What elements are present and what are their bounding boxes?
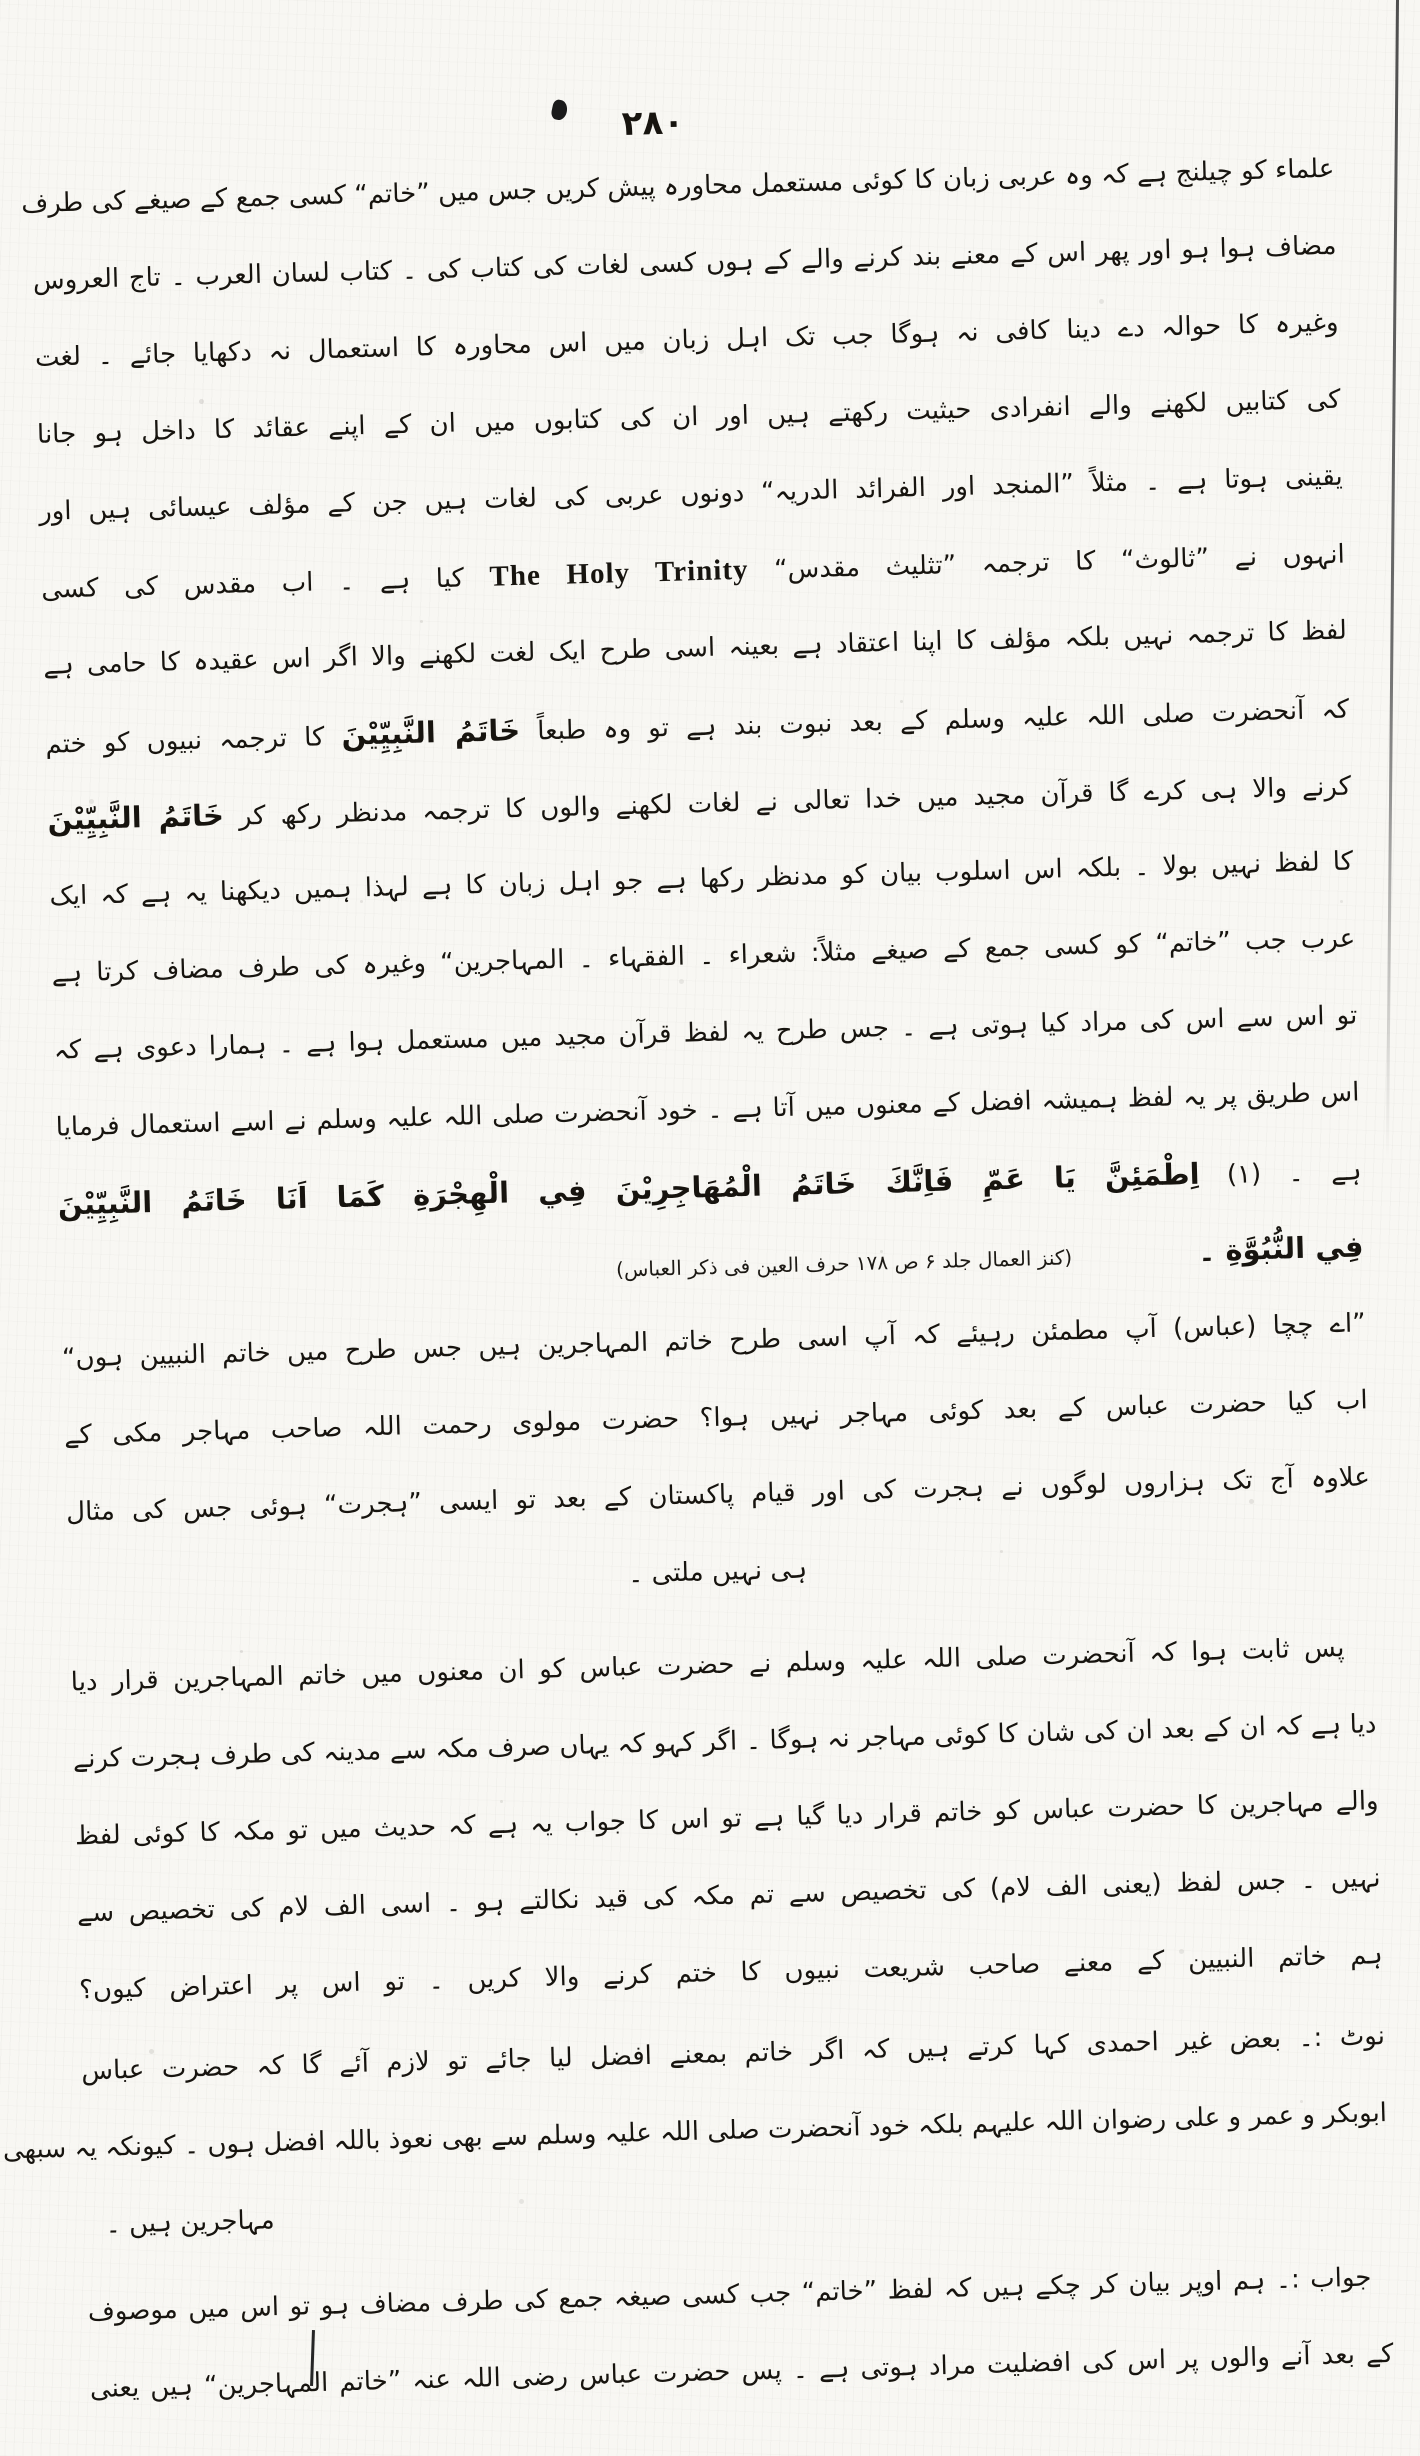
urdu-text: ہی نہیں ملتی ۔: [627, 1554, 808, 1590]
urdu-text: پس ثابت ہوا کہ آنحضرت صلی اللہ علیہ وسلم نے حضرت عباس کو ان معنوں میں خاتم المہاجرین قرار دیا: [70, 1633, 1345, 1698]
urdu-text: علماء کو چیلنج ہے کہ وہ عربی زبان کا کوئی مستعمل محاورہ پیش کریں جس میں ”خاتم“ کسی جمع کے صیغے کی طرف: [20, 153, 1335, 220]
urdu-text: ابوبکر و عمر و علی رضوان اللہ علیہم بلکہ خود آنحضرت صلی اللہ علیہ وسلم سے بھی نعوذ باللہ افضل ہوں ۔ کیونکہ یہ سبھی: [2, 2098, 1388, 2166]
urdu-text: یقینی ہوتا ہے ۔ مثلاً ”المنجد اور الفرائد الدریہ“ دونوں عربی کی لغات ہیں جن کے مؤلف عیسائی ہیں اور: [38, 461, 1344, 527]
urdu-text: کہ آنحضرت صلی اللہ علیہ وسلم کے بعد نبوت بند ہے تو وہ طبعاً: [536, 694, 1350, 747]
urdu-text: نوٹ :۔ بعض غیر احمدی کہا کرتے ہیں کہ اگر خاتم بمعنے افضل لیا جائے تو لازم آئے گا کہ حضرت عباس: [80, 2021, 1386, 2087]
urdu-text: کے بعد آنے والوں پر اس کی افضلیت مراد ہوتی ہے ۔ پس حضرت عباس رضی اللہ عنہ ”خاتم المہاجرین“ ہیں یعنی: [89, 2338, 1394, 2405]
urdu-text: ہم خاتم النبیین کے معنے صاحب شریعت نبیوں کا ختم کرنے والا کریں ۔ تو اس پر اعتراض کیوں؟: [78, 1940, 1384, 2006]
urdu-text: کی کتابیں لکھنے والے انفرادی حیثیت رکھتے ہیں اور ان کی کتابوں میں ان کے اپنے عقائد کا داخل ہو جانا: [36, 384, 1341, 450]
urdu-text: اس طریق پر یہ لفظ ہمیشہ افضل کے معنوں میں آتا ہے ۔ خود آنحضرت صلی اللہ علیہ وسلم نے اسے استعمال فرمایا: [55, 1077, 1360, 1143]
para-note: [2, 1998, 1390, 2264]
english-phrase: The Holy Trinity: [489, 553, 749, 593]
urdu-text: کا ترجمہ نبیوں کو ختم: [45, 722, 325, 760]
page-number: ۲۸۰: [621, 102, 685, 144]
urdu-text: تو اس سے اس کی مراد کیا ہوتی ہے ۔ جس طرح یہ لفظ قرآن مجید میں مستعمل ہوا ہے ۔ ہمارا دعوی ہے کہ: [53, 1000, 1358, 1066]
urdu-text: کا لفظ نہیں بولا ۔ بلکہ اس اسلوب بیان کو مدنظر رکھا ہے جو اہل زبان کا ہے لہذا ہمیں دیکھنا یہ ہے کہ ایک: [49, 846, 1354, 912]
arabic-phrase: اِطْمَئِنَّ يَا عَمِّ فَاِنَّكَ خَاتَمُ الْمُهَاجِرِيْنَ فِي الْهِجْرَةِ كَمَا اَنَا خَاتَمُ النَّبِيِّيْنَ: [57, 1156, 1200, 1222]
urdu-text: کیا ہے ۔ اب مقدس کی کسی: [40, 563, 465, 605]
spacer: [60, 1280, 490, 1292]
urdu-text: دیا ہے کہ ان کے بعد ان کی شان کا کوئی مہاجر نہ ہوگا ۔ اگر کہو کہ یہاں صرف مکہ سے مدینہ کی طرف ہجرت کرنے: [72, 1709, 1377, 1775]
urdu-text: علاوہ آج تک ہزاروں لوگوں نے ہجرت کی اور قیام پاکستان کے بعد تو ایسی ”ہجرت“ ہوئی جس کی مثال: [65, 1462, 1371, 1528]
urdu-text: وغیرہ کا حوالہ دے دینا کافی نہ ہوگا جب تک اہل زبان میں اس محاورہ کا استعمال نہ دکھایا جائے ۔ لغت: [34, 307, 1339, 373]
arabic-phrase: خَاتَمُ النَّبِيِّيْنَ: [47, 798, 225, 837]
urdu-text: والے مہاجرین کا حضرت عباس کو خاتم قرار دیا گیا ہے تو اس کا جواب یہ ہے کہ حدیث میں تو مکہ کا کوئی لفظ: [74, 1786, 1379, 1852]
arabic-phrase: فِي النُّبُوَّةِ ۔: [1197, 1229, 1364, 1268]
urdu-text: اب کیا حضرت عباس کے بعد کوئی مہاجر نہیں ہوا؟ حضرت مولوی رحمت اللہ صاحب مہاجر مکی کے: [63, 1385, 1369, 1451]
citation-reference: (کنز العمال جلد ۶ ص ۱۷۸ حرف العین فی ذکر العباس): [615, 1245, 1073, 1282]
arabic-phrase: خَاتَمُ النَّبِيِّيْنَ: [341, 712, 521, 752]
urdu-text: لفظ کا ترجمہ نہیں بلکہ مؤلف کا اپنا اعتقاد ہے بعینہ اسی طرح ایک لغت لکھنے والا اگر اس عقیدہ کا حامی ہے: [42, 615, 1348, 681]
paper-noise: [0, 0, 3, 3]
text-block: [2, 131, 1395, 2428]
urdu-text: نہیں ۔ جس لفظ (یعنی الف لام) کی تخصیص سے تم مکہ کی قید نکالتے ہو ۔ اسی الف لام کی تخصیص سے: [76, 1863, 1381, 1929]
urdu-text: ”اے چچا (عباس) آپ مطمئن رہیئے کہ آپ اسی طرح خاتم المہاجرین ہیں جس طرح میں خاتم النبیین ہوں“: [61, 1308, 1366, 1374]
para-lexicon-challenge: [20, 131, 1365, 1321]
para-proof: [70, 1609, 1384, 2029]
urdu-text: ہے ۔ (۱): [1226, 1156, 1362, 1191]
para-answer: [87, 2239, 1395, 2428]
urdu-text: انہوں نے ”ثالوث“ کا ترجمہ ”تثلیث مقدس“: [773, 539, 1346, 586]
para-hadith-translation: [61, 1285, 1373, 1628]
urdu-text: جواب :۔ ہم اوپر بیان کر چکے ہیں کہ لفظ ”خاتم“ جب کسی صیغہ جمع کی طرف مضاف ہو تو اس میں موصوف: [87, 2262, 1372, 2328]
urdu-text: کرنے والا ہی کرے گا قرآن مجید میں خدا تعالی نے لغات لکھنے والوں کا ترجمہ مدنظر رکھ کر: [238, 771, 1352, 832]
urdu-text: عرب جب ”خاتم“ کو کسی جمع کے صیغے مثلاً: شعراء ۔ الفقہاء ۔ المہاجرین“ وغیرہ کی طرف مضاف کرتا ہے: [51, 923, 1356, 989]
urdu-text: مضاف ہوا ہو اور پھر اس کے معنے بند کرنے والے کے ہوں کسی لغات کی کتاب کی ۔ کتاب لسان العرب ۔ تاج العروس: [32, 230, 1337, 296]
urdu-text: مہاجرین ہیں ۔: [105, 2205, 276, 2240]
